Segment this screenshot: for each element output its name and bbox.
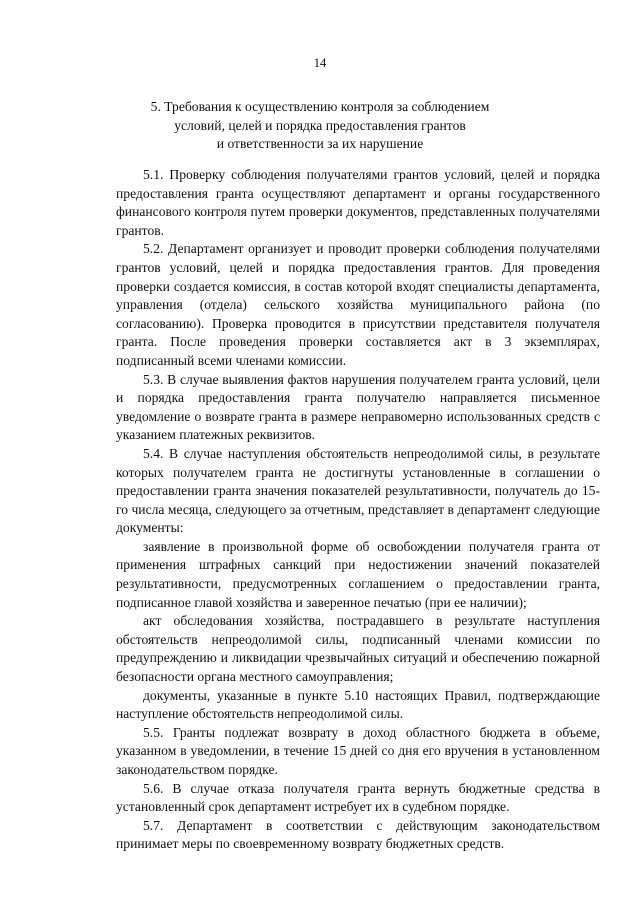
document-body <box>116 166 600 854</box>
section-title-line-1: 5. Требования к осуществлению контроля за соблюдением <box>150 99 490 114</box>
paragraph-5-4: 5.4. В случае наступления обстоятельств непреодолимой силы, в результате которых получателем гранта не достигнуты установленные в соглашении о предоставлении гранта значения показателей результативности, получатель до 15-го числа месяца, следующего за отчетным, представляет в департамент следующие документы: <box>116 445 600 536</box>
paragraph-5-6: 5.6. В случае отказа получателя гранта вернуть бюджетные средства в установленный срок департамент истребует их в судебном порядке. <box>116 780 600 815</box>
paragraph-5-2: 5.2. Департамент организует и проводит проверки соблюдения получателями грантов условий, целей и порядка предоставления грантов. Для проведения проверки создается комиссия, в состав которой входят специалисты департамента, управления (отдела) сельского хозяйства муниципального района (по согласованию). Проверка проводится в присутствии представителя получателя гранта. После проведения проверки составляется акт в 3 экземплярах, подписанный всеми членами комиссии. <box>116 241 600 368</box>
paragraph-5-4-item-application: заявление в произвольной форме об освобождении получателя гранта от применения штрафных санкций при недостижении значений показателей результативности, предусмотренных соглашением о предоставлении гранта, подписанное главой хозяйства и заверенное печатью (при ее наличии); <box>116 538 600 610</box>
paragraph-5-3: 5.3. В случае выявления фактов нарушения получателем гранта условий, цели и порядка предоставления гранта получателю направляется письменное уведомление о возврате гранта в размере неправомерно использованных средств с указанием платежных реквизитов. <box>116 371 600 443</box>
section-title-line-2: условий, целей и порядка предоставления грантов <box>174 117 466 133</box>
paragraph-5-7: 5.7. Департамент в соответствии с действующим законодательством принимает меры по своевременному возврату бюджетных средств. <box>116 817 600 852</box>
section-title <box>100 98 540 154</box>
paragraph-5-4-item-documents: документы, указанные в пункте 5.10 настоящих Правил, подтверждающие наступление обстоятельств непреодолимой силы. <box>116 687 600 722</box>
section-title-line-3: и ответственности за их нарушение <box>216 136 424 152</box>
paragraph-5-5: 5.5. Гранты подлежат возврату в доход областного бюджета в объеме, указанном в уведомлении, в течение 15 дней со дня его вручения в установленном законодательством порядке. <box>116 724 600 777</box>
page-number: 14 <box>313 56 327 70</box>
paragraph-5-4-item-inspection-act: акт обследования хозяйства, пострадавшего в результате наступления обстоятельств непреодолимой силы, подписанный членами комиссии по предупреждению и ликвидации чрезвычайных ситуаций и обеспечению пожарной безопасности органа местного самоуправления; <box>116 613 600 685</box>
paragraph-5-1: 5.1. Проверку соблюдения получателями грантов условий, целей и порядка предоставления гранта осуществляют департамент и органы государственного финансового контроля путем проверки документов, представленных получателями грантов. <box>116 167 600 238</box>
